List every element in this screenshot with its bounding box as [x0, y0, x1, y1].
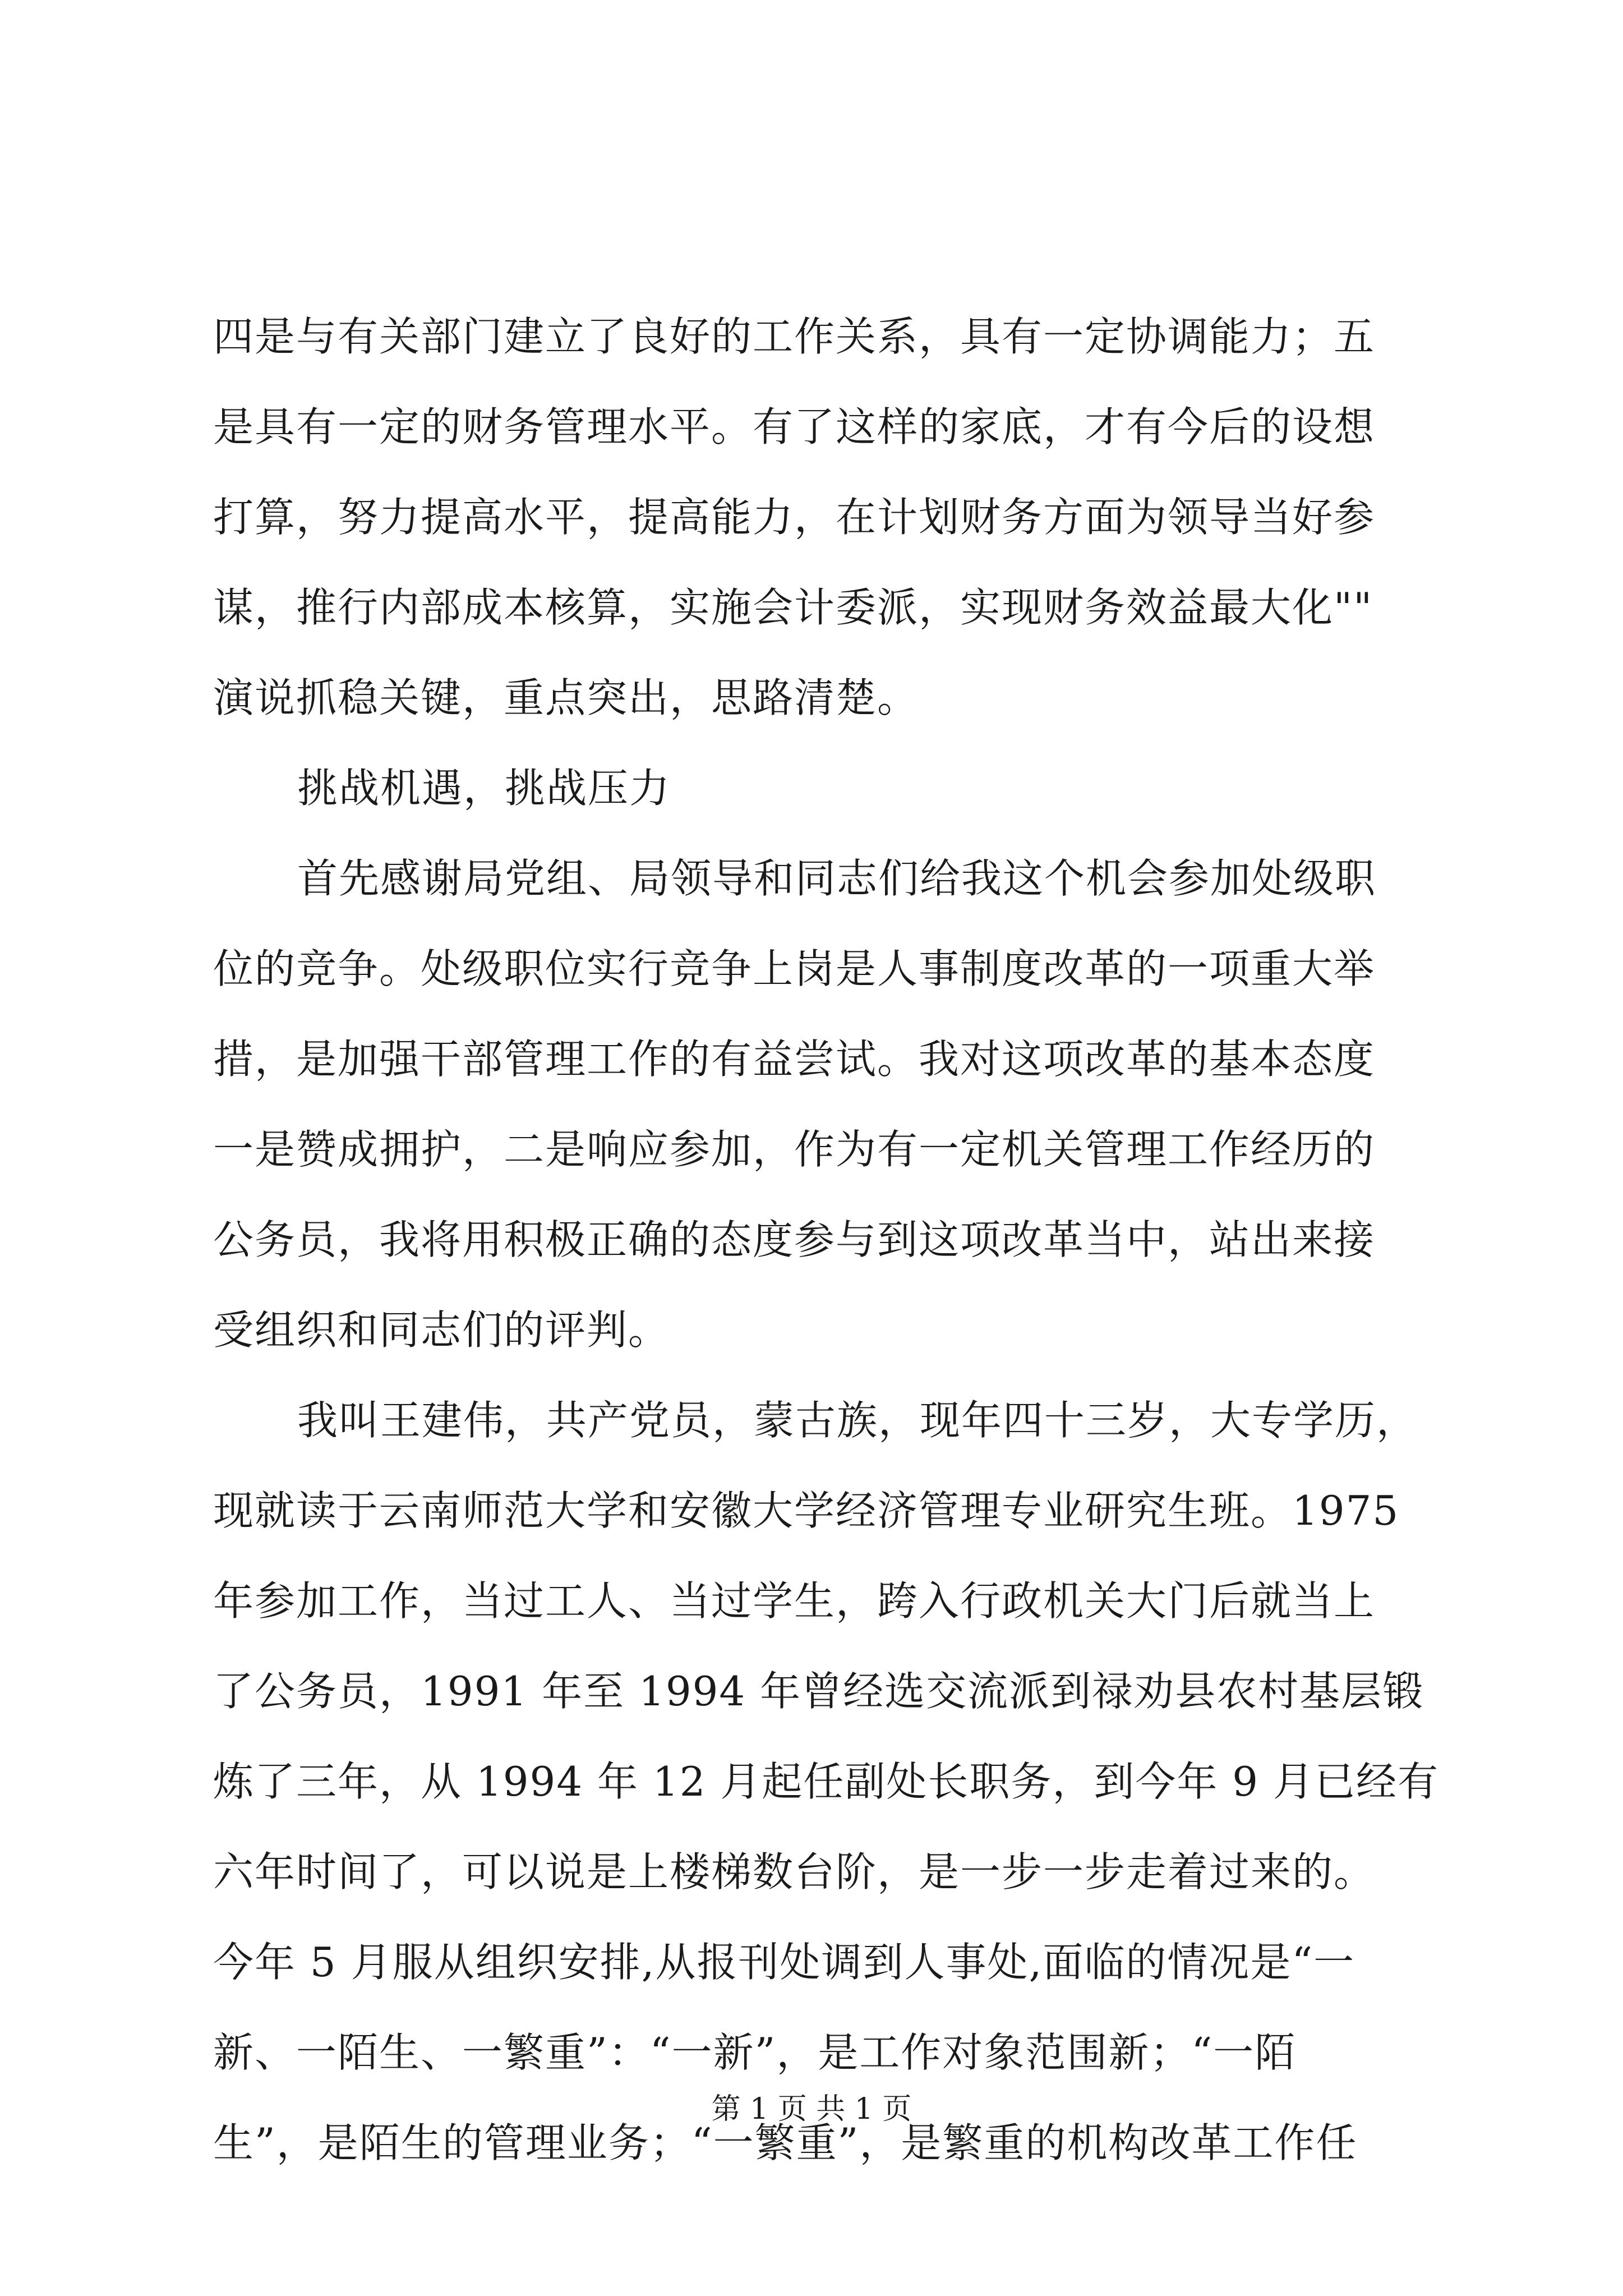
- page-footer: [0, 2090, 1623, 2129]
- text-line: 今年 5 月服从组织安排,从报刊处调到人事处,面临的情况是“一: [213, 1939, 1355, 1986]
- text-line: 位的竞争。处级职位实行竞争上岗是人事制度改革的一项重大举: [213, 945, 1376, 992]
- text-line: 四是与有关部门建立了良好的工作关系，具有一定协调能力；五: [213, 313, 1376, 360]
- text-line: 演说抓稳关键，重点突出，思路清楚。: [213, 674, 919, 721]
- text-line: 新、一陌生、一繁重”：“一新”，是工作对象范围新；“一陌: [213, 2029, 1297, 2076]
- text-line: 打算，努力提高水平，提高能力，在计划财务方面为领导当好参: [213, 494, 1376, 541]
- section-heading: 挑战机遇，挑战压力: [297, 765, 671, 812]
- text-line: 生”，是陌生的管理业务；“一繁重”，是繁重的机构改革工作任: [213, 2119, 1358, 2166]
- text-line: 现就读于云南师范大学和安徽大学经济管理专业研究生班。1975: [213, 1487, 1400, 1534]
- text-line: 年参加工作，当过工人、当过学生，跨入行政机关大门后就当上: [213, 1577, 1376, 1625]
- text-line: 炼了三年，从 1994 年 12 月起任副处长职务，到今年 9 月已经有: [213, 1758, 1439, 1805]
- text-line: 首先感谢局党组、局领导和同志们给我这个机会参加处级职: [297, 855, 1377, 902]
- body-text: [213, 292, 1439, 2188]
- page-number: 第 1 页 共 1 页: [711, 2092, 912, 2126]
- text-line: 我叫王建伟，共产党员，蒙古族，现年四十三岁，大专学历，: [297, 1397, 1418, 1444]
- text-line: 受组织和同志们的评判。: [213, 1306, 670, 1354]
- text-line: 了公务员，1991 年至 1994 年曾经选交流派到禄劝县农村基层锻: [213, 1668, 1424, 1715]
- text-line: 六年时间了，可以说是上楼梯数台阶，是一步一步走着过来的。: [213, 1848, 1376, 1895]
- text-line: 是具有一定的财务管理水平。有了这样的家底，才有今后的设想: [213, 403, 1376, 450]
- text-line: 公务员，我将用积极正确的态度参与到这项改革当中，站出来接: [213, 1216, 1376, 1263]
- text-line: 一是赞成拥护，二是响应参加，作为有一定机关管理工作经历的: [213, 1126, 1376, 1173]
- text-line: 措，是加强干部管理工作的有益尝试。我对这项改革的基本态度: [213, 1036, 1376, 1083]
- text-line: 谋，推行内部成本核算，实施会计委派，实现财务效益最大化"": [213, 584, 1373, 631]
